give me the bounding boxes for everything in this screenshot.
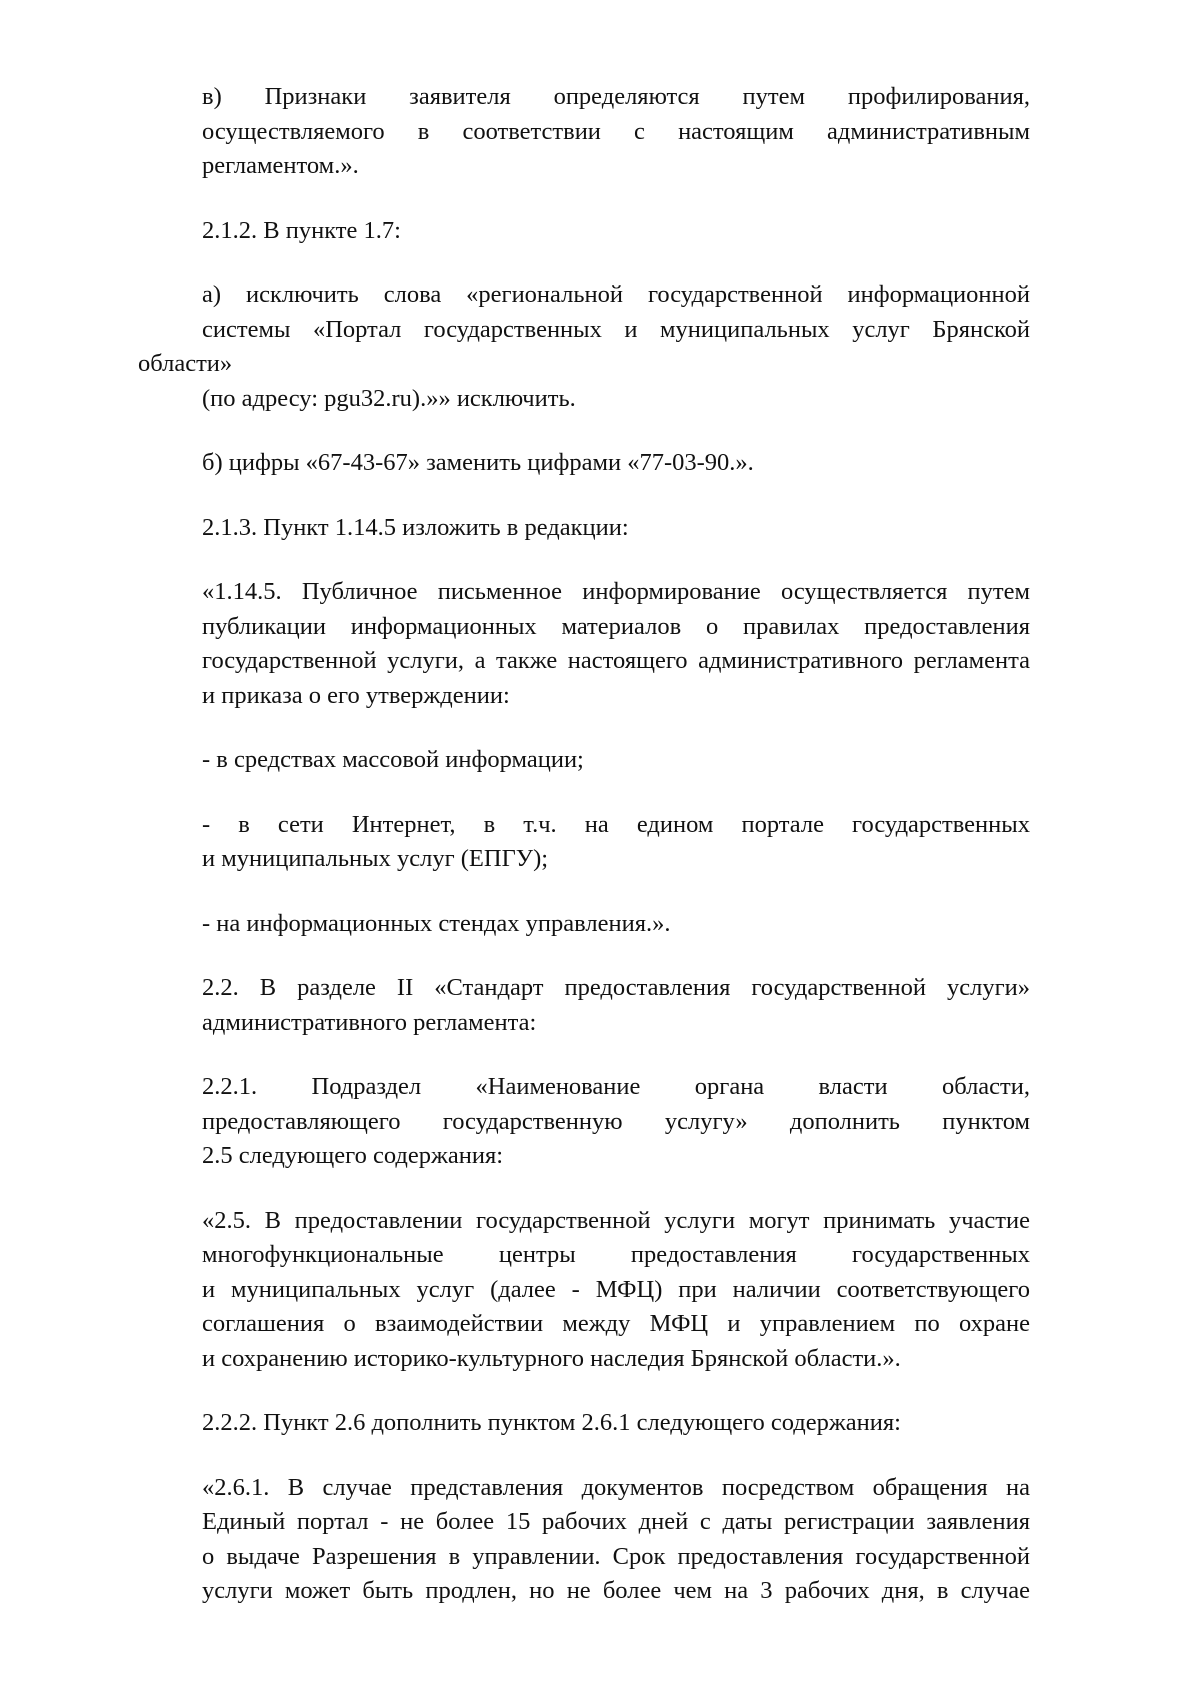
text-line: административного регламента: — [202, 1008, 537, 1036]
text-line: «2.6.1. В случае представления документов посредством обращения на — [202, 1473, 1030, 1501]
paragraph-2-2-1 — [138, 1070, 1030, 1174]
paragraph-signs-of-applicant — [138, 80, 1030, 184]
list-item-mass-media — [138, 743, 1030, 778]
text-line: а) исключить слова «региональной государственной информационной — [202, 281, 1030, 308]
text-line: 2.2.2. Пункт 2.6 дополнить пунктом 2.6.1 следующего содержания: — [202, 1409, 901, 1436]
text-line: - в средствах массовой информации; — [202, 746, 584, 773]
text-line: государственной услуги, а также настоящего административного регламента — [202, 647, 1030, 674]
text-line: регламентом.». — [202, 152, 359, 179]
text-line: соглашения о взаимодействии между МФЦ и управлением по охране — [202, 1310, 1030, 1337]
paragraph-2-1-2-b — [138, 446, 1030, 481]
text-line: многофункциональные центры предоставления государственных — [202, 1241, 1030, 1268]
text-line: (по адресу: pgu32.ru).»» исключить. — [202, 384, 576, 412]
text-line: Единый портал - не более 15 рабочих дней с даты регистрации заявления — [202, 1508, 1030, 1535]
text-line: предоставляющего государственную услугу» дополнить пунктом — [202, 1107, 1030, 1135]
text-line: системы «Портал государственных и муниципальных услуг Брянской области» — [138, 315, 1030, 377]
paragraph-1-14-5 — [138, 575, 1030, 713]
text-line: 2.5 следующего содержания: — [202, 1142, 504, 1169]
text-line: в) Признаки заявителя определяются путем профилирования, — [202, 83, 1030, 110]
text-line: «1.14.5. Публичное письменное информирование осуществляется путем — [202, 578, 1030, 605]
text-line: 2.1.2. В пункте 1.7: — [202, 216, 401, 244]
paragraph-2-1-3 — [138, 511, 1030, 546]
paragraph-2-6-1 — [138, 1471, 1030, 1609]
text-line: - на информационных стендах управления.». — [202, 909, 671, 937]
list-item-info-stands — [138, 907, 1030, 942]
text-line: б) цифры «67-43-67» заменить цифрами «77-03-90.». — [202, 449, 754, 476]
list-item-internet — [138, 808, 1030, 877]
text-line: 2.2.1. Подраздел «Наименование органа власти области, — [202, 1073, 1030, 1100]
text-line: и сохранению историко-культурного наследия Брянской области.». — [202, 1344, 901, 1372]
document-body — [138, 80, 1030, 1639]
text-line: и приказа о его утверждении: — [202, 681, 510, 709]
text-line: и муниципальных услуг (далее - МФЦ) при наличии соответствующего — [202, 1275, 1030, 1303]
text-line: - в сети Интернет, в т.ч. на едином портале государственных — [202, 810, 1030, 838]
paragraph-2-1-2 — [138, 214, 1030, 249]
text-line: услуги может быть продлен, но не более чем на 3 рабочих дня, в случае — [202, 1577, 1030, 1604]
text-line: публикации информационных материалов о правилах предоставления — [202, 612, 1030, 640]
paragraph-2-1-2-a — [138, 278, 1030, 416]
paragraph-2-2-2 — [138, 1406, 1030, 1441]
text-line: 2.2. В разделе II «Стандарт предоставления государственной услуги» — [202, 974, 1030, 1001]
text-line: о выдаче Разрешения в управлении. Срок предоставления государственной — [202, 1542, 1030, 1570]
text-line: 2.1.3. Пункт 1.14.5 изложить в редакции: — [202, 513, 629, 541]
text-line: «2.5. В предоставлении государственной услуги могут принимать участие — [202, 1206, 1030, 1234]
text-line: и муниципальных услуг (ЕПГУ); — [202, 845, 549, 872]
text-line: осуществляемого в соответствии с настоящим административным — [202, 117, 1030, 145]
paragraph-2-5 — [138, 1204, 1030, 1377]
paragraph-2-2 — [138, 971, 1030, 1040]
